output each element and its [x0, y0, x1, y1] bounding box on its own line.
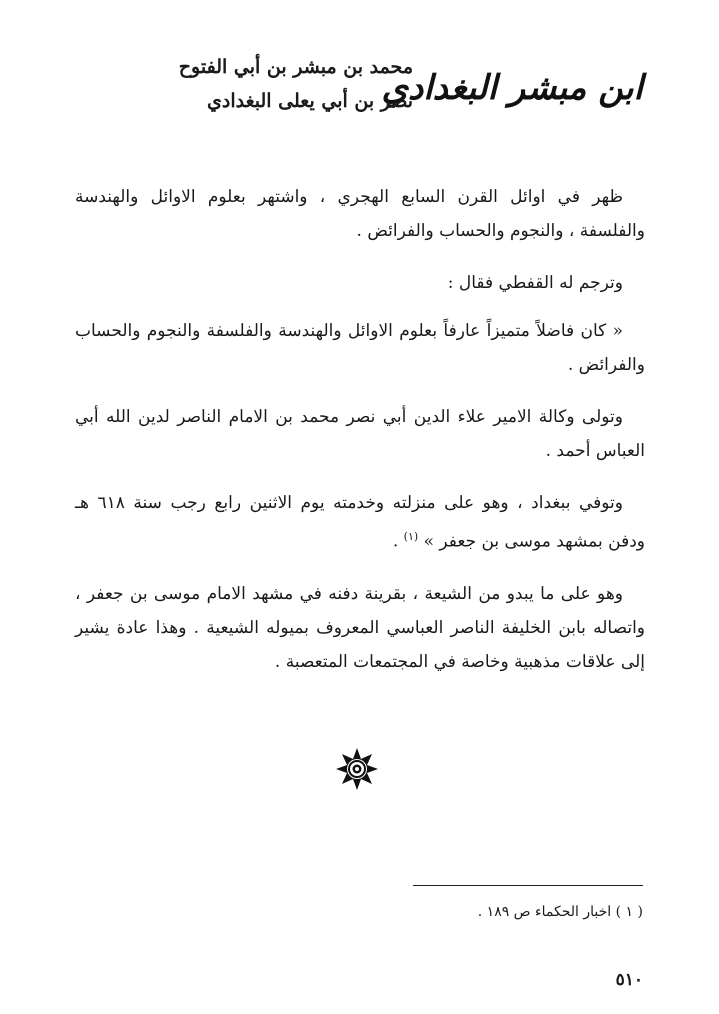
footnote: ( ١ ) اخبار الحكماء ص ١٨٩ .: [477, 904, 643, 920]
paragraph-6: وهو على ما يبدو من الشيعة ، بقرينة دفنه في مشهد الامام موسى بن جعفر ، واتصاله بابن الخليفة الناصر العباسي المعروف بميوله الشيعية . وهذا عادة يشير إلى علاقات مذهبية وخاصة في المجتمعات المتعصبة .: [75, 583, 645, 672]
page-number: ٥١٠: [615, 970, 643, 990]
paragraph-3: « كان فاضلاً متميزاً عارفاً بعلوم الاوائل والهندسة والفلسفة والنجوم والحساب والفرائض .: [75, 321, 645, 375]
footnote-divider: [413, 885, 643, 886]
paragraph-1: ظهر في اوائل القرن السابع الهجري ، واشتهر بعلوم الاوائل والهندسة والفلسفة ، والنجوم والحساب والفرائض .: [75, 187, 645, 241]
paragraph-2: وترجم له القفطي فقال :: [447, 273, 623, 293]
name-line-2: نصر بن أبي يعلى البغدادي: [207, 90, 413, 112]
paragraph-5-text: وتوفي ببغداد ، وهو على منزلته وخدمته يوم الاثنين رابع رجب سنة ٦١٨ هـ ودفن بمشهد موسى بن جعفر »: [75, 493, 645, 552]
paragraph-4: وتولى وكالة الامير علاء الدين أبي نصر محمد بن الامام الناصر لدين الله أبي العباس أحمد .: [75, 407, 645, 461]
full-name-block: [153, 50, 413, 118]
paragraph-5: وتوفي ببغداد ، وهو على منزلته وخدمته يوم الاثنين رابع رجب سنة ٦١٨ هـ ودفن بمشهد موسى بن جعفر » $^{(١)}$ .: [75, 493, 645, 552]
calligraphic-title: ابن مبشر البغدادي: [381, 68, 643, 108]
footnote-marker: (١): [403, 530, 419, 543]
body-text: [75, 180, 645, 697]
star-ornament-icon: [335, 747, 379, 791]
name-line-1: محمد بن مبشر بن أبي الفتوح: [178, 56, 413, 78]
